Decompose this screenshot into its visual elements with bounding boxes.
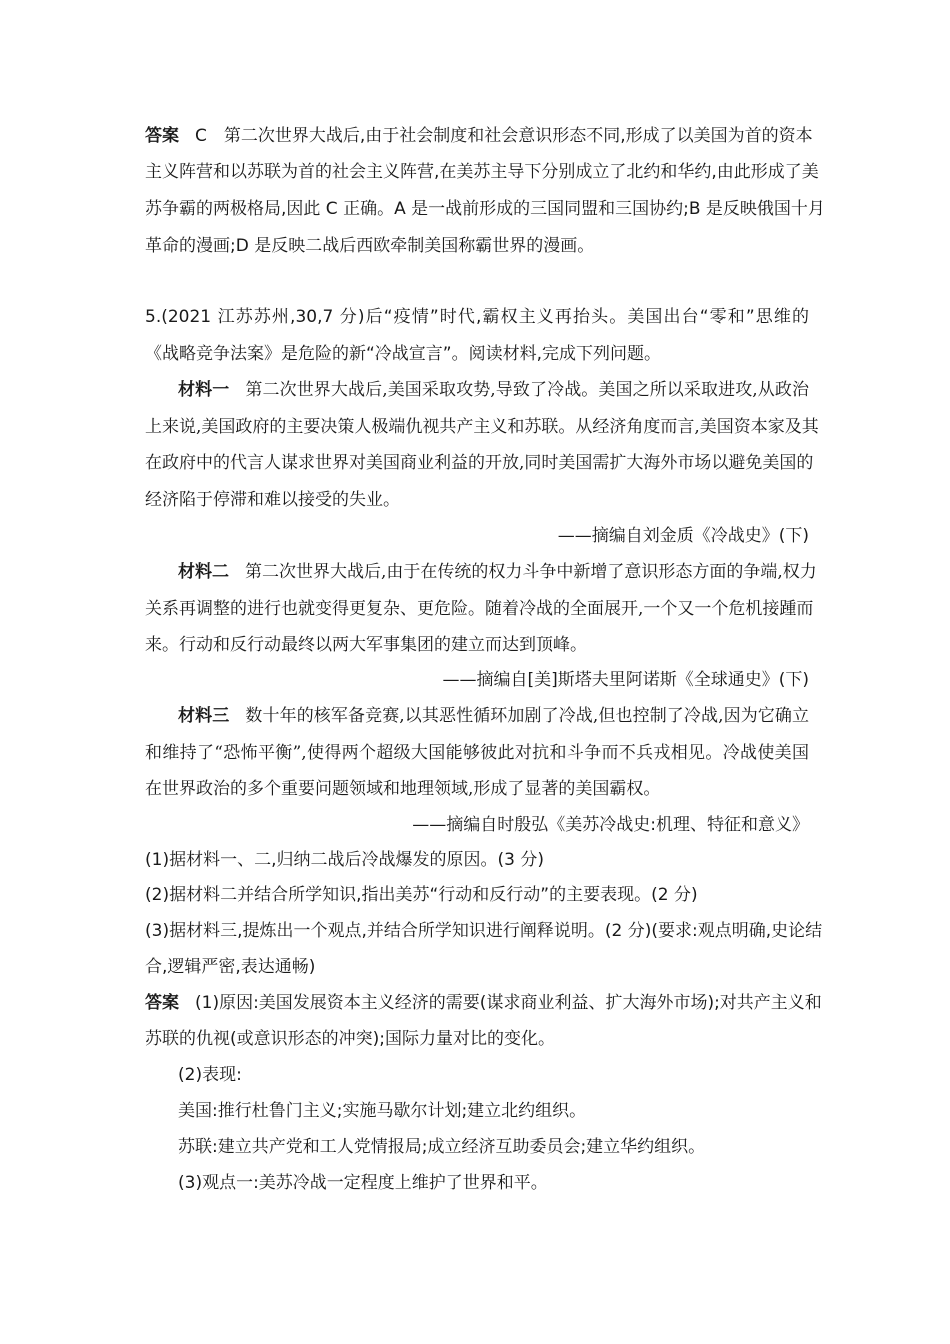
answer5-label: 答案 [145,993,179,1013]
answer5-ussr: 苏联:建立共产党和工人党情报局;成立经济互助委员会;建立华约组织。 [178,1137,706,1157]
material1-source: ——摘编自刘金质《冷战史》(下) [557,526,809,546]
answer4-text: C 第二次世界大战后,由于社会制度和社会意识形态不同,形成了以美国为首的资本 [195,126,813,146]
subquestion-2: (2)据材料二并结合所学知识,指出美苏“行动和反行动”的主要表现。(2 分) [145,885,698,905]
material2-line-2: 关系再调整的进行也就变得更复杂、更危险。随着冷战的全面展开,一个又一个危机接踵而 [145,599,814,619]
material1-line-4: 经济陷于停滞和难以接受的失业。 [145,490,400,510]
material2-line-3: 来。行动和反行动最终以两大军事集团的建立而达到顶峰。 [145,635,587,655]
material1-line-3: 在政府中的代言人谋求世界对美国商业利益的开放,同时美国需扩大海外市场以避免美国的 [145,453,814,473]
material2-text: 第二次世界大战后,由于在传统的权力斗争中新增了意识形态方面的争端,权力 [245,562,817,582]
answer5-line-1 [145,992,822,1014]
subquestion-1: (1)据材料一、二,归纳二战后冷战爆发的原因。(3 分) [145,850,544,870]
material2-label: 材料二 [178,562,229,582]
material1-text: 第二次世界大战后,美国采取攻势,导致了冷战。美国之所以采取进攻,从政治 [245,380,810,400]
answer4-label: 答案 [145,126,179,146]
material1-line-1 [178,379,809,401]
answer5-line-2: 苏联的仇视(或意识形态的冲突);国际力量对比的变化。 [145,1029,555,1049]
material3-line-3: 在世界政治的多个重要问题领域和地理领域,形成了显著的美国霸权。 [145,779,661,799]
subquestion-3-line-2: 合,逻辑严密,表达通畅) [145,957,316,977]
answer5-part3: (3)观点一:美苏冷战一定程度上维护了世界和平。 [178,1173,548,1193]
answer4-line-3: 苏争霸的两极格局,因此 C 正确。A 是一战前形成的三国同盟和三国协约;B 是反映俄国十月 [145,199,825,219]
subquestion-3-line-1: (3)据材料三,提炼出一个观点,并结合所学知识进行阐释说明。(2 分)(要求:观点明确,史论结 [145,921,823,941]
question5-stem-1: 5.(2021 江苏苏州,30,7 分)后“疫情”时代,霸权主义再抬头。美国出台“零和”思维的 [145,307,809,327]
material2-source: ——摘编自[美]斯塔夫里阿诺斯《全球通史》(下) [442,670,809,690]
material3-line-2: 和维持了“恐怖平衡”,使得两个超级大国能够彼此对抗和斗争而不兵戎相见。冷战使美国 [145,743,809,763]
material3-line-1 [178,705,809,727]
material3-source: ——摘编自时殷弘《美苏冷战史:机理、特征和意义》 [412,815,809,835]
answer4-line-2: 主义阵营和以苏联为首的社会主义阵营,在美苏主导下分别成立了北约和华约,由此形成了美 [145,162,819,182]
answer4-line-4: 革命的漫画;D 是反映二战后西欧牵制美国称霸世界的漫画。 [145,236,595,256]
answer5-part2-heading: (2)表现: [178,1065,242,1085]
material3-text: 数十年的核军备竞赛,以其恶性循环加剧了冷战,但也控制了冷战,因为它确立 [245,706,810,726]
material2-line-1 [178,561,817,583]
material3-label: 材料三 [178,706,230,726]
answer4-line-1 [145,125,813,147]
answer5-usa: 美国:推行杜鲁门主义;实施马歇尔计划;建立北约组织。 [178,1101,587,1121]
answer5-text: (1)原因:美国发展资本主义经济的需要(谋求商业利益、扩大海外市场);对共产主义和 [195,993,822,1013]
material1-label: 材料一 [178,380,230,400]
question5-stem-2: 《战略竞争法案》是危险的新“冷战宣言”。阅读材料,完成下列问题。 [145,344,662,364]
material1-line-2: 上来说,美国政府的主要决策人极端仇视共产主义和苏联。从经济角度而言,美国资本家及其 [145,417,819,437]
